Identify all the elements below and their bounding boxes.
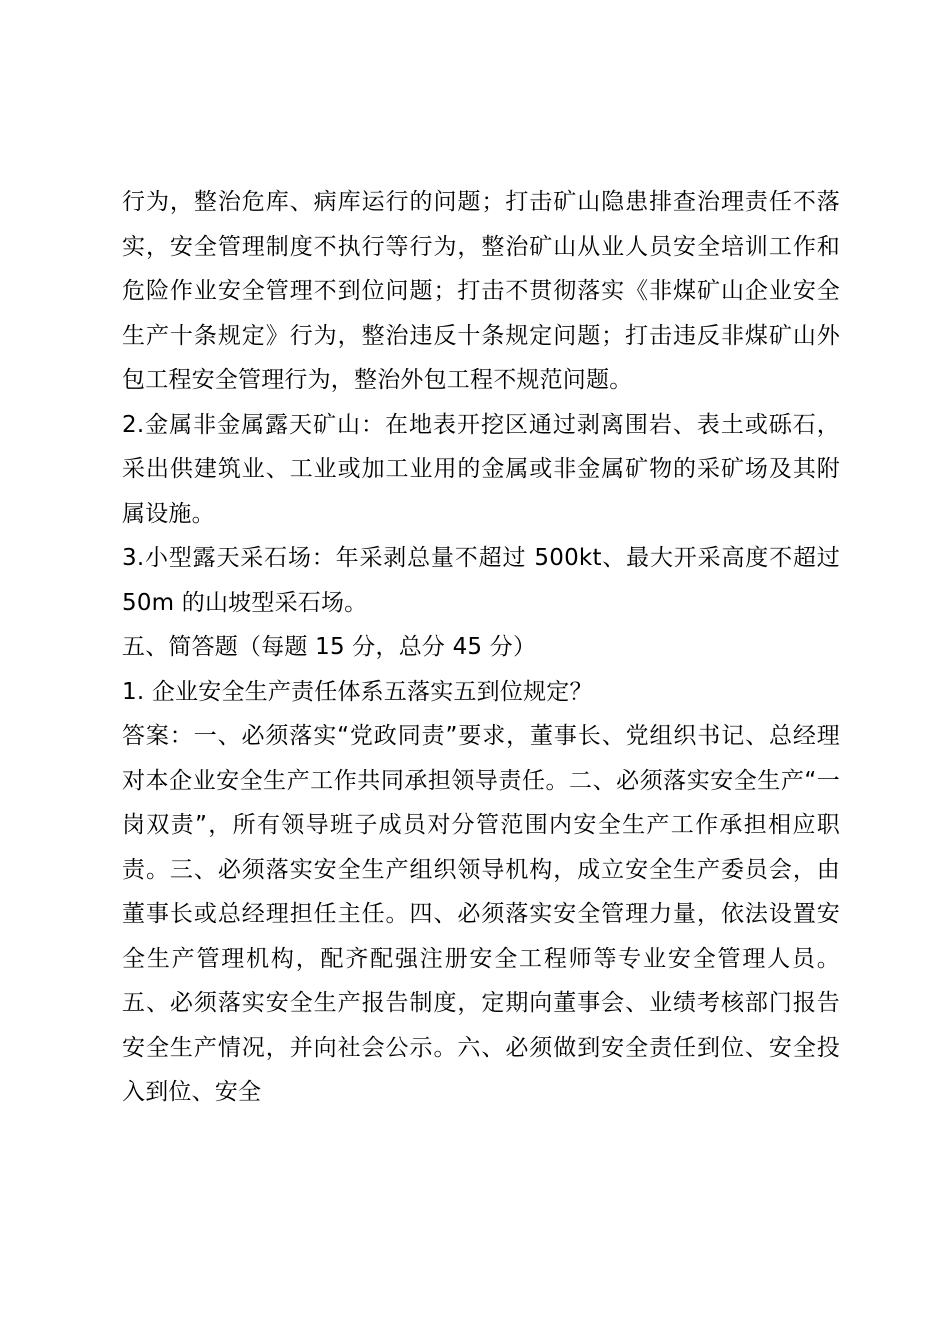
paragraph-open-pit-mine-definition: 2.金属非金属露天矿山：在地表开挖区通过剥离围岩、表土或砾石，采出供建筑业、工业或加工业用的金属或非金属矿物的采矿场及其附属设施。	[122, 411, 840, 527]
question-1: 1. 企业安全生产责任体系五落实五到位规定？	[122, 678, 593, 705]
section-heading-short-answer: 五、简答题（每题 15 分，总分 45 分）	[122, 634, 537, 660]
paragraph-quarry-definition: 3.小型露天采石场：年采剥总量不超过 500kt、最大开采高度不超过 50m 的山坡型采石场。	[122, 545, 840, 616]
document-body	[122, 180, 840, 1115]
paragraph-crackdown-items: 行为，整治危库、病库运行的问题；打击矿山隐患排查治理责任不落实，安全管理制度不执行等行为，整治矿山从业人员安全培训工作和危险作业安全管理不到位问题；打击不贯彻落实《非煤矿山企业安全生产十条规定》行为，整治违反十条规定问题；打击违反非煤矿山外包工程安全管理行为，整治外包工程不规范问题。	[122, 189, 840, 393]
answer-1: 答案：一、必须落实“党政同责”要求，董事长、党组织书记、总经理对本企业安全生产工作共同承担领导责任。二、必须落实安全生产“一岗双责”，所有领导班子成员对分管范围内安全生产工作承担相应职责。三、必须落实安全生产组织领导机构，成立安全生产委员会，由董事长或总经理担任主任。四、必须落实安全管理力量，依法设置安全生产管理机构，配齐配强注册安全工程师等专业安全管理人员。五、必须落实安全生产报告制度，定期向董事会、业绩考核部门报告安全生产情况，并向社会公示。六、必须做到安全责任到位、安全投入到位、安全	[122, 723, 840, 1105]
